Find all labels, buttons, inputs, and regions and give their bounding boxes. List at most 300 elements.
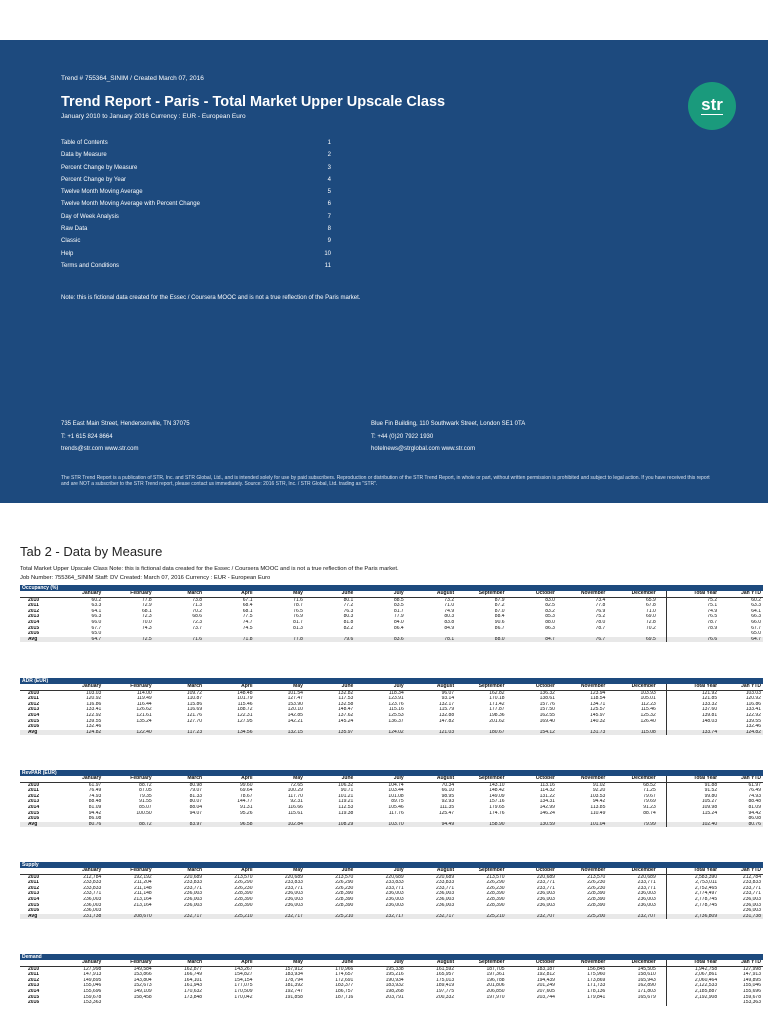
column-header: November	[557, 684, 607, 690]
year-cell: Avg	[20, 914, 53, 920]
column-header: August	[406, 776, 456, 782]
column-header: May	[255, 684, 305, 690]
value-cell: 78.1	[406, 637, 456, 643]
value-cell: 236,003	[284, 902, 303, 908]
toc-item[interactable]	[61, 260, 331, 272]
year-cell: 2014	[28, 804, 40, 810]
value-cell: 74.5	[242, 625, 253, 631]
value-cell: 143.10	[489, 782, 505, 788]
value-cell: 225,210	[305, 914, 355, 920]
value-cell: 149,895	[83, 977, 102, 983]
value-cell: 149,109	[133, 988, 152, 994]
value-cell: 232,717	[355, 914, 405, 920]
value-cell: 172,691	[335, 977, 354, 983]
value-cell: 71.0	[444, 603, 455, 609]
value-cell: 66.0	[91, 619, 102, 625]
measure-header: Demand	[20, 954, 763, 960]
value-cell: 236,003	[536, 902, 555, 908]
value-cell: 119.21	[338, 799, 354, 805]
value-cell: 183,187	[536, 966, 555, 972]
value-cell: 71.3	[192, 603, 203, 609]
value-cell: 76.6	[667, 637, 720, 643]
value-cell: 186,757	[335, 988, 354, 994]
value-cell: 101.04	[557, 822, 607, 828]
year-cell: 2015	[28, 810, 40, 816]
value-cell: 92.31	[290, 799, 303, 805]
value-cell: 233,771	[436, 885, 455, 891]
value-cell: 69.0	[646, 614, 656, 620]
value-cell: 226,230	[587, 880, 606, 886]
value-cell: 197,775	[436, 988, 455, 994]
value-cell: 108.29	[305, 822, 355, 828]
value-cell: 228,390	[335, 902, 354, 908]
value-cell: 236,003	[83, 896, 102, 902]
toc-item-page: 11	[324, 262, 331, 269]
value-cell: 72.3	[192, 619, 203, 625]
column-header: Total Year	[667, 776, 720, 782]
value-cell: 88.72	[103, 822, 153, 828]
value-cell: 94.07	[189, 810, 203, 816]
value-cell: 162.55	[539, 712, 555, 718]
value-cell: 64.7	[53, 637, 103, 643]
column-header: November	[557, 776, 607, 782]
address-line: T: +44 (0)20 7922 1930	[371, 433, 434, 440]
value-cell: 152,673	[133, 983, 152, 989]
toc-item[interactable]	[61, 186, 331, 198]
value-cell: 228,390	[234, 891, 253, 897]
value-cell: 73.8	[192, 597, 203, 603]
value-cell: 143,804	[133, 977, 152, 983]
value-cell: 95.26	[239, 810, 253, 816]
value-cell: 89.75	[391, 799, 404, 805]
value-cell: 200,332	[436, 994, 455, 1000]
measure-header: RevPAR (EUR)	[20, 770, 763, 776]
value-cell: 233,833	[83, 885, 102, 891]
toc-item[interactable]	[61, 198, 331, 210]
value-cell: 192,747	[284, 988, 303, 994]
value-cell: 226,230	[335, 885, 354, 891]
value-cell: 178,794	[284, 977, 303, 983]
value-cell: 228,390	[234, 902, 253, 908]
column-header: June	[305, 591, 355, 597]
table-row	[20, 1000, 763, 1006]
column-header: Jan YTD	[719, 591, 763, 597]
year-cell: 2016	[28, 1000, 40, 1006]
value-cell: 228,390	[234, 896, 253, 902]
value-cell: 123.94	[590, 690, 606, 696]
value-cell: 177.87	[489, 707, 505, 713]
value-cell: 111.35	[439, 804, 455, 810]
value-cell: 75.1	[667, 603, 720, 609]
value-cell: 90.71	[340, 788, 354, 794]
value-cell: 80.3	[444, 614, 455, 620]
value-cell: 91.88	[667, 782, 720, 788]
value-cell: 153.90	[287, 701, 303, 707]
value-cell: 87.0	[494, 608, 505, 614]
value-cell: 173,869	[587, 977, 606, 983]
column-header: August	[406, 591, 456, 597]
value-cell: 142.21	[287, 718, 303, 724]
value-cell: 213,570	[234, 874, 253, 880]
value-cell: 2,736,809	[667, 914, 720, 920]
value-cell: 122.92	[85, 712, 102, 718]
value-cell: 76.9	[595, 608, 606, 614]
column-header: June	[305, 684, 355, 690]
toc-item-label: Percent Change by Measure	[61, 164, 138, 171]
measure-header: Supply	[20, 862, 763, 868]
value-cell: 115.46	[640, 707, 656, 713]
value-cell: 2,778,745	[667, 903, 720, 909]
value-cell: 1,942,758	[667, 966, 720, 972]
value-cell: 66.3	[91, 614, 102, 620]
column-header: September	[456, 591, 506, 597]
value-cell: 101.08	[388, 793, 404, 799]
value-cell: 86.08	[748, 816, 761, 822]
value-cell: 65.9	[646, 597, 656, 603]
spacer-cell	[658, 914, 667, 920]
value-cell: 120.92	[85, 696, 102, 702]
value-cell: 80.76	[719, 822, 763, 828]
value-cell: 191,858	[284, 994, 303, 1000]
value-cell: 233,771	[637, 880, 656, 886]
value-cell: 71.0	[646, 608, 656, 614]
year-cell: 2012	[28, 608, 40, 614]
value-cell: 139.55	[745, 718, 761, 724]
column-header: December	[607, 960, 657, 966]
year-cell: 2013	[28, 891, 40, 897]
value-cell: 72.65	[290, 782, 303, 788]
value-cell: 84.7	[507, 637, 557, 643]
value-cell: 114.00	[136, 690, 152, 696]
value-cell: 74.9	[444, 608, 455, 614]
value-cell: 201.62	[489, 718, 505, 724]
value-cell: 183,932	[385, 983, 404, 989]
value-cell: 201,806	[486, 983, 505, 989]
value-cell: 127.95	[237, 718, 253, 724]
value-cell: 155,046	[742, 983, 761, 989]
value-cell: 76.5	[293, 608, 303, 614]
toc-item-page: 2	[327, 152, 331, 159]
value-cell: 233,771	[637, 885, 656, 891]
toc-item-page: 9	[327, 238, 331, 245]
value-cell: 131.22	[539, 793, 555, 799]
column-header: Total Year	[667, 960, 720, 966]
value-cell: 119.38	[338, 810, 354, 816]
value-cell: 2,060,464	[667, 978, 720, 984]
value-cell: 86.7	[494, 625, 505, 631]
value-cell: 88.0	[545, 619, 555, 625]
value-cell: 236,003	[385, 902, 404, 908]
column-header: October	[507, 684, 557, 690]
column-header: June	[305, 960, 355, 966]
toc-item[interactable]	[61, 137, 331, 149]
value-cell: 127.47	[287, 696, 303, 702]
value-cell: 66.0	[751, 619, 761, 625]
value-cell: 115.79	[439, 707, 455, 713]
value-cell: 2,753,011	[667, 880, 720, 886]
value-cell: 133.41	[745, 707, 761, 713]
value-cell: 236,003	[284, 891, 303, 897]
column-header: April	[204, 684, 254, 690]
value-cell: 94.42	[748, 810, 761, 816]
column-header: January	[53, 776, 103, 782]
column-header: February	[103, 591, 153, 597]
value-cell: 2,122,533	[667, 983, 720, 989]
measure-block	[20, 954, 763, 1006]
value-cell: 187,705	[486, 966, 505, 972]
value-cell: 175,960	[587, 972, 606, 978]
value-cell: 198,268	[385, 988, 404, 994]
value-cell: 103.93	[640, 690, 656, 696]
value-cell: 77.8	[141, 597, 152, 603]
value-cell: 153,363	[742, 1000, 761, 1006]
value-cell: 117.76	[388, 810, 404, 816]
value-cell: 148.42	[489, 788, 505, 794]
value-cell: 236,003	[385, 896, 404, 902]
value-cell: 100.29	[287, 788, 303, 794]
value-cell: 171.42	[489, 701, 505, 707]
value-cell: 122.40	[103, 730, 153, 736]
value-cell: 103.44	[388, 788, 404, 794]
year-cell: 2010	[28, 782, 40, 788]
spacer-cell	[658, 1000, 667, 1006]
value-cell: 88.48	[88, 799, 102, 805]
value-cell: 170,632	[184, 988, 203, 994]
toc-item[interactable]	[61, 223, 331, 235]
value-cell: 83.2	[545, 608, 555, 614]
measure-block	[20, 770, 763, 827]
value-cell: 233,771	[184, 885, 203, 891]
column-header: October	[507, 960, 557, 966]
column-header: January	[53, 591, 103, 597]
value-cell: 233,833	[83, 880, 102, 886]
value-cell: 99.60	[239, 782, 253, 788]
value-cell: 113.85	[590, 804, 606, 810]
value-cell: 157.16	[489, 799, 505, 805]
value-cell: 64.1	[751, 608, 761, 614]
value-cell: 64.7	[719, 637, 763, 643]
value-cell: 77.8	[595, 603, 606, 609]
year-cell: 2015	[28, 625, 40, 631]
value-cell: 104.74	[388, 782, 404, 788]
value-cell: 157.76	[539, 701, 555, 707]
toc-item[interactable]	[61, 211, 331, 223]
tab-title: Tab 2 - Data by Measure	[20, 544, 163, 559]
value-cell: 232,717	[154, 914, 204, 920]
value-cell: 211,148	[133, 891, 152, 897]
value-cell: 233,771	[536, 885, 555, 891]
toc-item[interactable]	[61, 235, 331, 247]
year-cell: 2015	[28, 902, 40, 908]
measure-table	[20, 868, 763, 919]
address-line: 735 East Main Street, Hendersonville, TN 37075	[61, 421, 190, 427]
column-header: December	[607, 684, 657, 690]
measure-block	[20, 862, 763, 919]
toc-item-label: Percent Change by Year	[61, 176, 127, 183]
value-cell: 158,458	[133, 994, 152, 1000]
toc-item-page: 7	[327, 213, 331, 220]
value-cell: 139.55	[85, 718, 102, 724]
value-cell: 105.27	[667, 799, 720, 805]
value-cell	[154, 1000, 204, 1006]
value-cell: 93.14	[441, 696, 455, 702]
toc-item-page: 5	[327, 189, 331, 196]
value-cell: 226,230	[486, 885, 505, 891]
column-header: July	[355, 684, 405, 690]
value-cell: 145.24	[338, 718, 354, 724]
value-cell: 101.21	[338, 793, 354, 799]
value-cell: 68.1	[141, 608, 152, 614]
column-header: November	[557, 868, 607, 874]
toc-item[interactable]	[61, 149, 331, 161]
column-header: March	[154, 776, 204, 782]
address-line: Blue Fin Building, 110 Southwark Street, London SE1 0TA	[371, 421, 526, 427]
value-cell: 144.77	[237, 799, 253, 805]
value-cell: 84.0	[393, 619, 404, 625]
value-cell: 236,003	[742, 896, 761, 902]
value-cell: 122.31	[237, 712, 253, 718]
value-cell: 231,738	[719, 914, 763, 920]
value-cell: 233,771	[536, 880, 555, 886]
tab-subtitle-line: Job Number: 755364_SINIM Staff: DV Created: March 07, 2016 Currency : EUR - European Euro	[20, 574, 271, 581]
value-cell: 170,509	[234, 988, 253, 994]
value-cell: 114.32	[540, 788, 555, 794]
measure-block	[20, 585, 763, 642]
column-header: February	[103, 960, 153, 966]
value-cell: 236,003	[184, 896, 203, 902]
value-cell: 147.82	[438, 718, 455, 724]
year-cell: 2011	[28, 788, 39, 794]
value-cell: 91.23	[643, 804, 656, 810]
value-cell: 92.20	[592, 788, 606, 794]
column-header: October	[507, 591, 557, 597]
value-cell: 236,003	[637, 891, 656, 897]
value-cell: 161,592	[436, 966, 455, 972]
year-cell: 2016	[28, 908, 40, 914]
value-cell: 213,164	[133, 896, 152, 902]
address-line: trends@str.com www.str.com	[61, 446, 139, 452]
value-cell: 231,738	[53, 914, 103, 920]
value-cell: 106.32	[338, 782, 354, 788]
value-cell: 115.61	[287, 810, 303, 816]
value-cell: 67.7	[91, 625, 102, 631]
column-header: July	[355, 591, 405, 597]
toc-item[interactable]	[61, 248, 331, 260]
value-cell: 125.53	[388, 712, 404, 718]
value-cell: 68.6	[192, 614, 203, 620]
value-cell: 203,744	[536, 994, 555, 1000]
value-cell: 116.69	[187, 707, 203, 713]
value-cell: 80.1	[343, 597, 354, 603]
column-header: July	[355, 868, 405, 874]
value-cell: 171,733	[587, 983, 606, 989]
value-cell: 66.3	[751, 614, 761, 620]
value-cell: 116.66	[287, 804, 303, 810]
value-cell: 134.56	[204, 730, 254, 736]
value-cell: 70.34	[441, 782, 455, 788]
toc-item-label: Twelve Month Moving Average	[61, 189, 143, 196]
value-cell: 165,943	[637, 977, 656, 983]
column-header: October	[507, 776, 557, 782]
value-cell: 2,192,908	[667, 995, 720, 1001]
value-cell: 213,164	[133, 902, 152, 908]
value-cell: 85.3	[545, 614, 555, 620]
measure-table	[20, 684, 763, 735]
column-header: January	[53, 684, 103, 690]
column-header: February	[103, 776, 153, 782]
value-cell: 113.16	[540, 782, 555, 788]
year-cell: 2012	[28, 701, 40, 707]
value-cell: 133.32	[667, 702, 720, 708]
year-cell: 2010	[28, 597, 40, 603]
year-cell: 2012	[28, 793, 40, 799]
value-cell: 78.9	[667, 626, 720, 632]
value-cell: 85.07	[139, 804, 152, 810]
value-cell: 197,361	[486, 972, 505, 978]
value-cell: 169.40	[539, 718, 555, 724]
value-cell: 94.42	[592, 799, 606, 805]
value-cell: 132.15	[255, 730, 305, 736]
value-cell: 164,101	[184, 977, 203, 983]
toc-item[interactable]	[61, 162, 331, 174]
toc-item[interactable]	[61, 174, 331, 186]
value-cell: 161,943	[184, 983, 203, 989]
value-cell: 198.36	[489, 712, 505, 718]
value-cell: 76.3	[343, 608, 354, 614]
column-header: Total Year	[667, 591, 720, 597]
value-cell: 67.8	[646, 603, 656, 609]
value-cell: 233,771	[742, 885, 761, 891]
value-cell: 226,230	[587, 885, 606, 891]
value-cell: 77.9	[393, 614, 404, 620]
toc-item-page: 4	[327, 176, 331, 183]
value-cell: 80.3	[343, 614, 354, 620]
value-cell: 69.5	[607, 637, 657, 643]
report-title: Trend Report - Paris - Total Market Upper Upscale Class	[61, 94, 446, 110]
value-cell: 80.07	[189, 799, 203, 805]
value-cell: 233,771	[742, 891, 761, 897]
value-cell: 159,678	[83, 994, 102, 1000]
value-cell: 236,003	[536, 896, 555, 902]
value-cell: 78.7	[293, 603, 303, 609]
value-cell: 80.76	[53, 822, 103, 828]
column-header: Jan YTD	[719, 868, 763, 874]
column-header: May	[255, 776, 305, 782]
value-cell: 109.72	[186, 690, 203, 696]
value-cell: 142.85	[287, 712, 303, 718]
disclaimer: The STR Trend Report is a publication of STR, Inc. and STR Global, Ltd., and is intended solely for use by paid subscribers. Reproduction or distribution of the STR Trend Report, in whole or part, without written permission is prohibited and subject to legal action. If you have received this report and are NOT a subscriber to the STR Trend report, please contact us immediately. Source: 2016 STR, Inc. / STR Global, Ltd. trading as "STR".	[61, 475, 710, 488]
value-cell: 81.09	[748, 804, 761, 810]
value-cell: 190,934	[385, 977, 404, 983]
value-cell: 207,605	[536, 988, 555, 994]
toc-item-page: 10	[324, 250, 331, 257]
value-cell: 125.32	[640, 712, 656, 718]
value-cell: 2,778,745	[667, 897, 720, 903]
value-cell: 92.93	[441, 799, 455, 805]
fiction-note: Note: this is fictional data created for the Essec / Coursera MOOC and is not a true reflection of the Paris market.	[61, 295, 361, 301]
value-cell: 66.10	[441, 788, 455, 794]
value-cell	[204, 1000, 254, 1006]
value-cell: 135.97	[305, 730, 355, 736]
value-cell: 116.86	[746, 701, 761, 707]
year-cell: 2014	[28, 988, 40, 994]
value-cell: 64.1	[91, 608, 102, 614]
value-cell: 236,003	[184, 902, 203, 908]
toc-item-label: Help	[61, 250, 74, 257]
value-cell: 101.54	[287, 690, 303, 696]
value-cell: 76.5	[667, 614, 720, 620]
value-cell	[667, 1000, 720, 1006]
